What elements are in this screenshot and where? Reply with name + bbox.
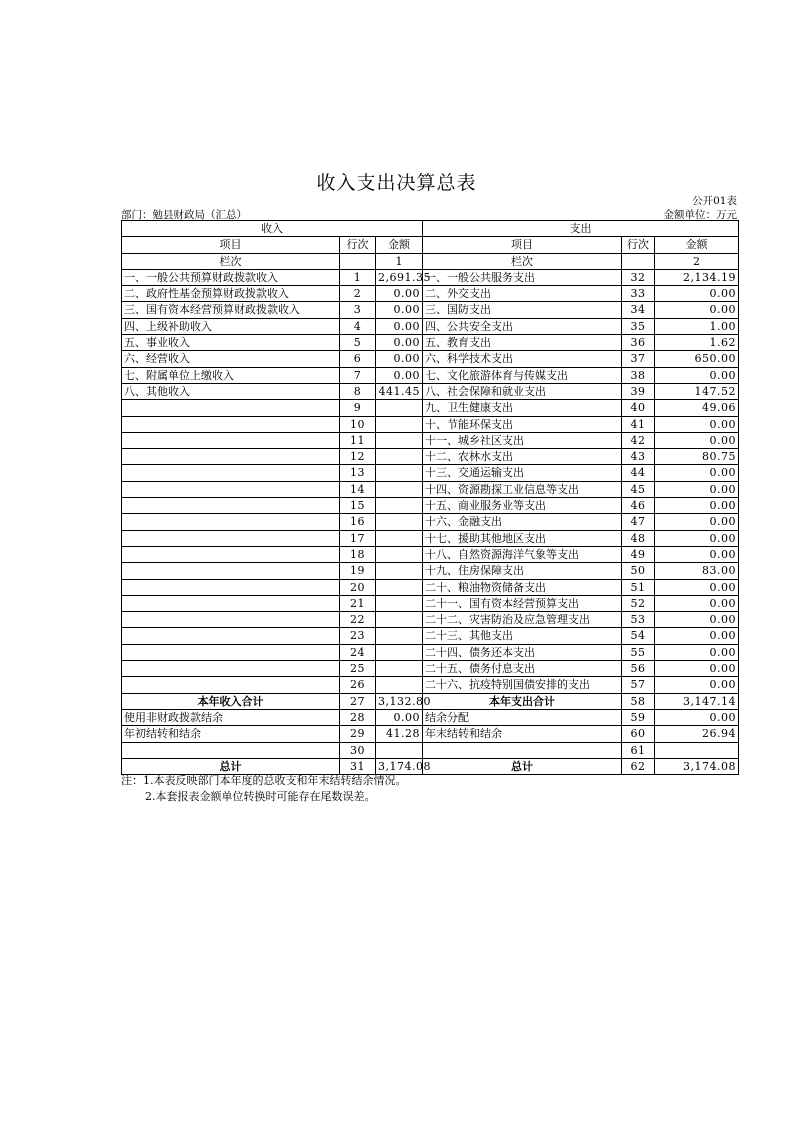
income-row-number: 7 — [340, 367, 376, 383]
income-item — [122, 498, 340, 514]
income-item — [122, 644, 340, 660]
income-amount: 0.00 — [376, 302, 423, 318]
expense-row-number: 44 — [622, 465, 655, 481]
expense-row-number: 45 — [622, 481, 655, 497]
expense-item: 六、科学技术支出 — [423, 351, 622, 367]
expense-amount: 0.00 — [655, 432, 739, 448]
expense-amount: 0.00 — [655, 612, 739, 628]
expense-row-number: 49 — [622, 546, 655, 562]
income-row-number: 20 — [340, 579, 376, 595]
income-amount: 0.00 — [376, 335, 423, 351]
income-amount-header: 金额 — [376, 237, 423, 253]
expense-amount: 0.00 — [655, 677, 739, 693]
expense-amount: 3,174.08 — [655, 758, 739, 774]
income-item — [122, 661, 340, 677]
expense-item: 十、节能环保支出 — [423, 416, 622, 432]
table-row — [122, 383, 739, 399]
income-amount — [376, 595, 423, 611]
income-amount — [376, 465, 423, 481]
income-item — [122, 546, 340, 562]
table-row — [122, 432, 739, 448]
table-row — [122, 514, 739, 530]
expense-row-number: 58 — [622, 693, 655, 709]
income-row-number: 16 — [340, 514, 376, 530]
income-amount: 0.00 — [376, 286, 423, 302]
expense-item — [423, 742, 622, 758]
expense-amount: 0.00 — [655, 514, 739, 530]
expense-item-header: 项目 — [423, 237, 622, 253]
income-item — [122, 530, 340, 546]
income-item: 本年收入合计 — [122, 693, 340, 709]
expense-amount: 0.00 — [655, 481, 739, 497]
income-item — [122, 514, 340, 530]
income-row-number: 30 — [340, 742, 376, 758]
income-item — [122, 579, 340, 595]
expense-item: 二十一、国有资本经营预算支出 — [423, 595, 622, 611]
expense-row-number: 47 — [622, 514, 655, 530]
expense-row-number: 38 — [622, 367, 655, 383]
income-amount — [376, 563, 423, 579]
expense-header: 支出 — [423, 221, 739, 237]
expense-amount: 0.00 — [655, 416, 739, 432]
table-row — [122, 628, 739, 644]
expense-column-label: 栏次 — [423, 253, 622, 269]
income-row-number: 22 — [340, 612, 376, 628]
budget-table — [121, 220, 739, 775]
income-amount — [376, 546, 423, 562]
notes — [121, 773, 407, 805]
income-amount: 0.00 — [376, 318, 423, 334]
expense-row-number: 40 — [622, 400, 655, 416]
income-amount — [376, 400, 423, 416]
income-item: 四、上级补助收入 — [122, 318, 340, 334]
expense-amount — [655, 742, 739, 758]
expense-row-number: 34 — [622, 302, 655, 318]
table-row — [122, 335, 739, 351]
income-amount: 2,691.35 — [376, 269, 423, 285]
expense-row-number: 33 — [622, 286, 655, 302]
expense-row-number: 54 — [622, 628, 655, 644]
expense-amount: 0.00 — [655, 465, 739, 481]
table-row — [122, 449, 739, 465]
expense-item: 年末结转和结余 — [423, 726, 622, 742]
income-amount — [376, 498, 423, 514]
expense-item: 十三、交通运输支出 — [423, 465, 622, 481]
income-row-number: 14 — [340, 481, 376, 497]
table-row — [122, 302, 739, 318]
income-amount — [376, 661, 423, 677]
expense-amount: 650.00 — [655, 351, 739, 367]
income-row-number: 24 — [340, 644, 376, 660]
table-row — [122, 595, 739, 611]
income-item — [122, 465, 340, 481]
expense-item: 七、文化旅游体育与传媒支出 — [423, 367, 622, 383]
income-amount — [376, 530, 423, 546]
income-amount — [376, 449, 423, 465]
expense-item: 四、公共安全支出 — [423, 318, 622, 334]
expense-amount: 1.62 — [655, 335, 739, 351]
header-row-section — [122, 221, 739, 237]
expense-amount: 0.00 — [655, 661, 739, 677]
income-row-number: 19 — [340, 563, 376, 579]
expense-item: 一、一般公共服务支出 — [423, 269, 622, 285]
table-row — [122, 400, 739, 416]
income-row-number: 6 — [340, 351, 376, 367]
form-code: 公开01表 — [692, 195, 737, 207]
income-item: 一、一般公共预算财政拨款收入 — [122, 269, 340, 285]
table-row — [122, 286, 739, 302]
income-row-number: 23 — [340, 628, 376, 644]
expense-item: 十八、自然资源海洋气象等支出 — [423, 546, 622, 562]
income-rowno-header: 行次 — [340, 237, 376, 253]
expense-item: 本年支出合计 — [423, 693, 622, 709]
expense-row-number: 51 — [622, 579, 655, 595]
note-2: 2.本套报表金额单位转换时可能存在尾数误差。 — [145, 790, 376, 803]
expense-row-number: 48 — [622, 530, 655, 546]
expense-row-number: 60 — [622, 726, 655, 742]
income-column-index: 1 — [376, 253, 423, 269]
income-amount — [376, 612, 423, 628]
expense-item: 二十四、债务还本支出 — [423, 644, 622, 660]
expense-amount: 1.00 — [655, 318, 739, 334]
expense-amount: 147.52 — [655, 383, 739, 399]
income-item — [122, 449, 340, 465]
expense-item: 五、教育支出 — [423, 335, 622, 351]
income-amount — [376, 514, 423, 530]
expense-item: 三、国防支出 — [423, 302, 622, 318]
table-row — [122, 709, 739, 725]
note-1: 注：1.本表反映部门本年度的总收支和年末结转结余情况。 — [121, 774, 407, 787]
table-row — [122, 351, 739, 367]
income-amount — [376, 432, 423, 448]
income-column-label: 栏次 — [122, 253, 340, 269]
table-row — [122, 416, 739, 432]
expense-amount: 49.06 — [655, 400, 739, 416]
income-item: 三、国有资本经营预算财政拨款收入 — [122, 302, 340, 318]
expense-row-number: 37 — [622, 351, 655, 367]
income-item — [122, 481, 340, 497]
department-label: 部门：勉县财政局（汇总） — [121, 209, 247, 221]
expense-amount: 0.00 — [655, 709, 739, 725]
expense-row-number: 41 — [622, 416, 655, 432]
expense-amount: 26.94 — [655, 726, 739, 742]
expense-item: 十四、资源勘探工业信息等支出 — [423, 481, 622, 497]
expense-amount: 80.75 — [655, 449, 739, 465]
expense-amount: 2,134.19 — [655, 269, 739, 285]
income-row-number: 29 — [340, 726, 376, 742]
income-row-number: 26 — [340, 677, 376, 693]
income-amount — [376, 628, 423, 644]
table-row — [122, 269, 739, 285]
income-row-number: 27 — [340, 693, 376, 709]
income-item — [122, 416, 340, 432]
expense-rowno-header: 行次 — [622, 237, 655, 253]
table-row — [122, 367, 739, 383]
income-item: 二、政府性基金预算财政拨款收入 — [122, 286, 340, 302]
table-row — [122, 530, 739, 546]
income-item: 六、经营收入 — [122, 351, 340, 367]
expense-item: 结余分配 — [423, 709, 622, 725]
income-item: 使用非财政拨款结余 — [122, 709, 340, 725]
income-row-number: 12 — [340, 449, 376, 465]
expense-amount-header: 金额 — [655, 237, 739, 253]
income-row-number: 25 — [340, 661, 376, 677]
income-item: 年初结转和结余 — [122, 726, 340, 742]
expense-item: 十一、城乡社区支出 — [423, 432, 622, 448]
expense-item: 十二、农林水支出 — [423, 449, 622, 465]
expense-amount: 0.00 — [655, 367, 739, 383]
expense-row-number: 57 — [622, 677, 655, 693]
expense-amount: 83.00 — [655, 563, 739, 579]
table-row — [122, 742, 739, 758]
income-item — [122, 595, 340, 611]
income-item: 总计 — [122, 758, 340, 774]
expense-row-number: 55 — [622, 644, 655, 660]
expense-row-number: 61 — [622, 742, 655, 758]
expense-row-number: 32 — [622, 269, 655, 285]
expense-row-number: 59 — [622, 709, 655, 725]
expense-row-number: 43 — [622, 449, 655, 465]
income-amount: 0.00 — [376, 351, 423, 367]
income-amount: 0.00 — [376, 367, 423, 383]
income-amount — [376, 644, 423, 660]
expense-amount: 3,147.14 — [655, 693, 739, 709]
income-row-number: 18 — [340, 546, 376, 562]
income-item — [122, 628, 340, 644]
income-item — [122, 742, 340, 758]
expense-item: 十七、援助其他地区支出 — [423, 530, 622, 546]
income-amount — [376, 677, 423, 693]
income-amount — [376, 742, 423, 758]
income-amount: 41.28 — [376, 726, 423, 742]
expense-item: 二十三、其他支出 — [423, 628, 622, 644]
expense-amount: 0.00 — [655, 546, 739, 562]
income-row-number: 3 — [340, 302, 376, 318]
expense-row-number: 46 — [622, 498, 655, 514]
expense-row-number: 56 — [622, 661, 655, 677]
table-row — [122, 465, 739, 481]
table-row — [122, 563, 739, 579]
income-amount: 441.45 — [376, 383, 423, 399]
income-row-number: 15 — [340, 498, 376, 514]
expense-amount: 0.00 — [655, 530, 739, 546]
table-row — [122, 612, 739, 628]
income-row-number: 17 — [340, 530, 376, 546]
header-row-column-index — [122, 253, 739, 269]
income-item — [122, 432, 340, 448]
expense-column-index: 2 — [655, 253, 739, 269]
expense-item: 九、卫生健康支出 — [423, 400, 622, 416]
income-row-number: 5 — [340, 335, 376, 351]
income-row-number: 11 — [340, 432, 376, 448]
expense-row-number: 53 — [622, 612, 655, 628]
income-item: 五、事业收入 — [122, 335, 340, 351]
income-amount: 0.00 — [376, 709, 423, 725]
expense-item: 二十六、抗疫特别国债安排的支出 — [423, 677, 622, 693]
income-amount — [376, 481, 423, 497]
table-row — [122, 318, 739, 334]
income-amount: 3,174.08 — [376, 758, 423, 774]
income-row-number: 13 — [340, 465, 376, 481]
expense-row-number: 35 — [622, 318, 655, 334]
expense-row-number: 36 — [622, 335, 655, 351]
income-row-number: 10 — [340, 416, 376, 432]
income-row-number: 2 — [340, 286, 376, 302]
expense-row-number: 42 — [622, 432, 655, 448]
expense-item: 八、社会保障和就业支出 — [423, 383, 622, 399]
table-row — [122, 693, 739, 709]
income-row-number: 9 — [340, 400, 376, 416]
expense-item: 总计 — [423, 758, 622, 774]
table-row — [122, 726, 739, 742]
expense-amount: 0.00 — [655, 579, 739, 595]
income-item: 七、附属单位上缴收入 — [122, 367, 340, 383]
income-item-header: 项目 — [122, 237, 340, 253]
table-row — [122, 677, 739, 693]
income-row-number: 21 — [340, 595, 376, 611]
expense-row-number: 50 — [622, 563, 655, 579]
empty-cell — [622, 253, 655, 269]
income-row-number: 28 — [340, 709, 376, 725]
income-row-number: 31 — [340, 758, 376, 774]
table-row — [122, 546, 739, 562]
table-row — [122, 498, 739, 514]
income-row-number: 8 — [340, 383, 376, 399]
income-header: 收入 — [122, 221, 423, 237]
income-row-number: 4 — [340, 318, 376, 334]
expense-item: 二、外交支出 — [423, 286, 622, 302]
empty-cell — [340, 253, 376, 269]
table-row — [122, 661, 739, 677]
page-title: 收入支出决算总表 — [316, 172, 477, 194]
expense-item: 二十、粮油物资储备支出 — [423, 579, 622, 595]
income-item — [122, 563, 340, 579]
header-row-columns — [122, 237, 739, 253]
expense-row-number: 62 — [622, 758, 655, 774]
expense-item: 十五、商业服务业等支出 — [423, 498, 622, 514]
expense-amount: 0.00 — [655, 595, 739, 611]
expense-item: 十九、住房保障支出 — [423, 563, 622, 579]
expense-amount: 0.00 — [655, 286, 739, 302]
expense-row-number: 39 — [622, 383, 655, 399]
table-row — [122, 644, 739, 660]
income-item — [122, 400, 340, 416]
expense-amount: 0.00 — [655, 644, 739, 660]
unit-label: 金额单位：万元 — [663, 209, 737, 221]
income-amount — [376, 416, 423, 432]
income-row-number: 1 — [340, 269, 376, 285]
income-item — [122, 677, 340, 693]
expense-item: 二十二、灾害防治及应急管理支出 — [423, 612, 622, 628]
income-amount: 3,132.80 — [376, 693, 423, 709]
expense-amount: 0.00 — [655, 302, 739, 318]
expense-amount: 0.00 — [655, 498, 739, 514]
expense-row-number: 52 — [622, 595, 655, 611]
table-row — [122, 579, 739, 595]
income-item — [122, 612, 340, 628]
expense-item: 十六、金融支出 — [423, 514, 622, 530]
income-amount — [376, 579, 423, 595]
expense-item: 二十五、债务付息支出 — [423, 661, 622, 677]
expense-amount: 0.00 — [655, 628, 739, 644]
income-item: 八、其他收入 — [122, 383, 340, 399]
table-row — [122, 481, 739, 497]
